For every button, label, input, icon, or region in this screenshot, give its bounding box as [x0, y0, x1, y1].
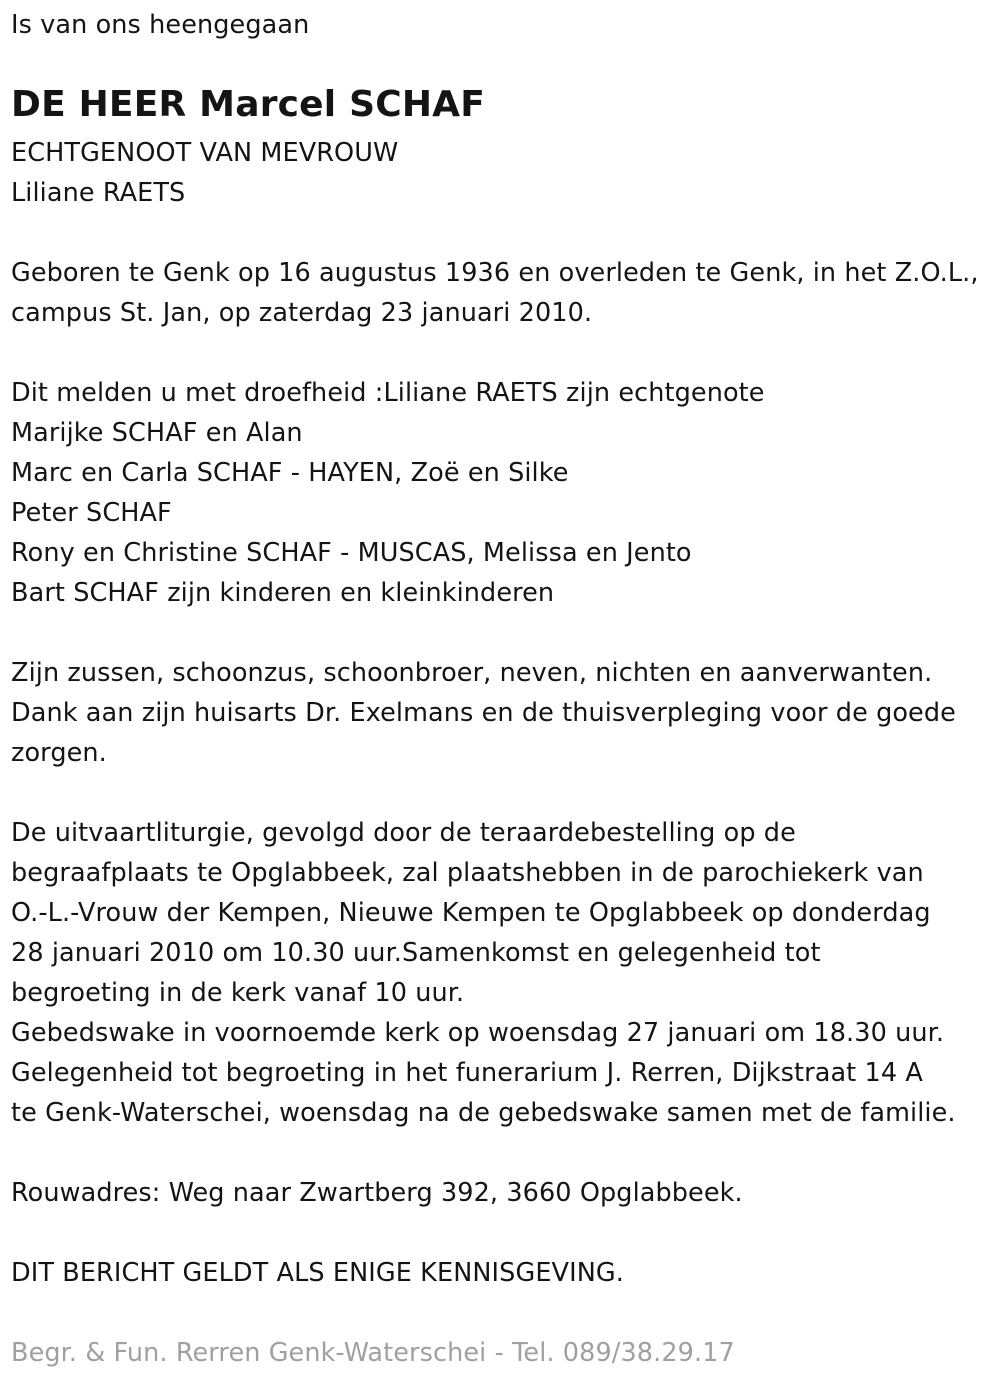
paragraph-line: campus St. Jan, op zaterdag 23 januari 2010. — [11, 298, 593, 328]
paragraph-line: begroeting in de kerk vanaf 10 uur. — [11, 978, 465, 1008]
official-notice: DIT BERICHT GELDT ALS ENIGE KENNISGEVING. — [11, 1258, 624, 1288]
family-line: Marc en Carla SCHAF - HAYEN, Zoë en Silke — [11, 458, 569, 488]
deceased-name: DE HEER Marcel SCHAF — [11, 84, 486, 125]
spouse-name-line: Liliane RAETS — [11, 178, 186, 208]
family-line: Rony en Christine SCHAF - MUSCAS, Melissa en Jento — [11, 538, 692, 568]
birth-death-paragraph — [11, 253, 979, 333]
paragraph-line: Dank aan zijn huisarts Dr. Exelmans en de thuisverpleging voor de goede — [11, 698, 956, 728]
spouse-block — [11, 133, 398, 213]
paragraph-line: 28 januari 2010 om 10.30 uur.Samenkomst en gelegenheid tot — [11, 938, 821, 968]
family-list — [11, 373, 765, 613]
spouse-title-line: ECHTGENOOT VAN MEVROUW — [11, 138, 399, 168]
paragraph-line: Zijn zussen, schoonzus, schoonbroer, neven, nichten en aanverwanten. — [11, 658, 933, 688]
paragraph-line: Gelegenheid tot begroeting in het funerarium J. Rerren, Dijkstraat 14 A — [11, 1058, 923, 1088]
paragraph-line: zorgen. — [11, 738, 107, 768]
paragraph-line: te Genk-Waterschei, woensdag na de gebedswake samen met de familie. — [11, 1098, 956, 1128]
family-line: Dit melden u met droefheid :Liliane RAETS zijn echtgenote — [11, 378, 765, 408]
mourning-address: Rouwadres: Weg naar Zwartberg 392, 3660 Opglabbeek. — [11, 1178, 743, 1208]
intro-text: Is van ons heengegaan — [11, 10, 310, 40]
family-line: Marijke SCHAF en Alan — [11, 418, 303, 448]
paragraph-line: O.-L.-Vrouw der Kempen, Nieuwe Kempen te Opglabbeek op donderdag — [11, 898, 931, 928]
liturgy-paragraph — [11, 813, 956, 1133]
family-line: Bart SCHAF zijn kinderen en kleinkinderen — [11, 578, 555, 608]
paragraph-line: De uitvaartliturgie, gevolgd door de teraardebestelling op de — [11, 818, 796, 848]
paragraph-line: Gebedswake in voornoemde kerk op woensdag 27 januari om 18.30 uur. — [11, 1018, 945, 1048]
family-line: Peter SCHAF — [11, 498, 172, 528]
paragraph-line: begraafplaats te Opglabbeek, zal plaatshebben in de parochiekerk van — [11, 858, 924, 888]
paragraph-line: Geboren te Genk op 16 augustus 1936 en overleden te Genk, in het Z.O.L., — [11, 258, 979, 288]
relatives-paragraph — [11, 653, 956, 773]
funeral-home-footer: Begr. & Fun. Rerren Genk-Waterschei - Tel. 089/38.29.17 — [11, 1338, 735, 1368]
